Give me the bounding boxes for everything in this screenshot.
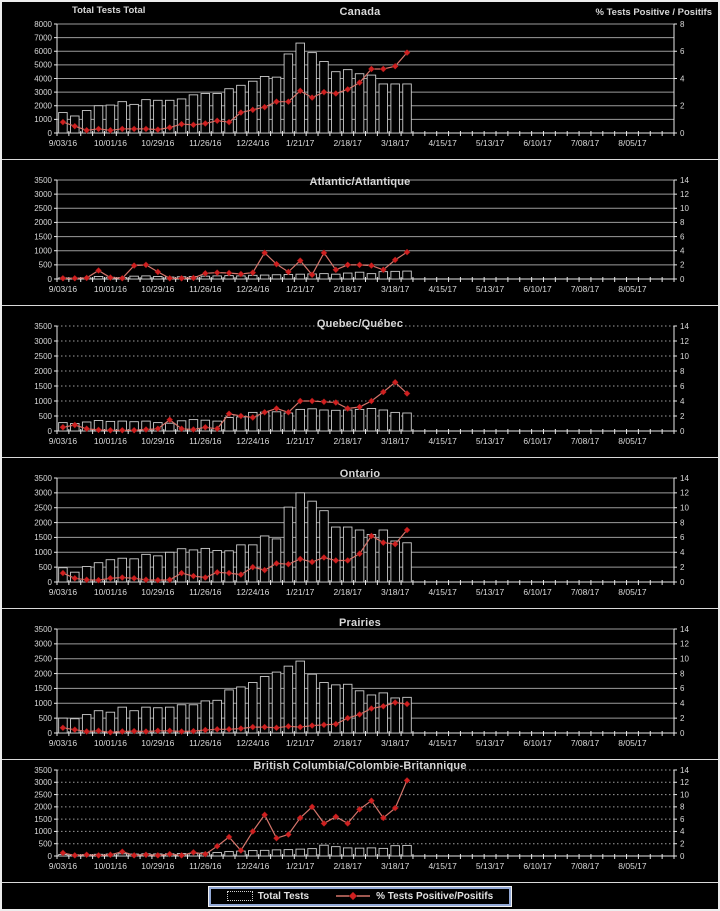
chart-panel-quebec [2,306,718,458]
svg-text:8/05/17: 8/05/17 [618,284,647,294]
svg-text:1/21/17: 1/21/17 [286,738,315,748]
svg-text:6/10/17: 6/10/17 [523,738,552,748]
svg-text:3000: 3000 [34,488,52,498]
svg-text:4: 4 [680,548,685,558]
svg-text:2000: 2000 [34,802,52,812]
svg-text:3000: 3000 [34,87,52,97]
legend-row [2,883,718,909]
svg-text:1500: 1500 [34,381,52,391]
svg-text:6/10/17: 6/10/17 [523,284,552,294]
svg-text:5/13/17: 5/13/17 [475,436,505,446]
svg-text:12: 12 [680,336,689,346]
svg-text:2/18/17: 2/18/17 [333,738,362,748]
pct-positive-line-swatch-icon [335,891,371,901]
svg-text:10/01/16: 10/01/16 [93,436,127,446]
svg-text:14: 14 [680,321,689,331]
svg-text:12/24/16: 12/24/16 [236,861,270,871]
svg-text:6000: 6000 [34,47,52,57]
svg-text:8: 8 [680,218,685,228]
svg-text:3500: 3500 [34,765,52,775]
svg-text:0: 0 [680,577,685,587]
legend-pct-positive-label: % Tests Positive/Positifs [376,890,494,902]
svg-text:7/08/17: 7/08/17 [570,587,600,597]
svg-text:2/18/17: 2/18/17 [333,861,362,871]
svg-text:1/21/17: 1/21/17 [286,284,315,294]
svg-text:0: 0 [47,728,52,738]
svg-text:9/03/16: 9/03/16 [48,587,78,597]
svg-text:3/18/17: 3/18/17 [380,436,410,446]
svg-text:8/05/17: 8/05/17 [618,861,647,871]
svg-text:0: 0 [47,128,52,138]
svg-text:9/03/16: 9/03/16 [48,861,78,871]
svg-text:12: 12 [680,778,689,788]
svg-text:7000: 7000 [34,33,52,43]
svg-text:1500: 1500 [34,232,52,242]
svg-text:0: 0 [47,577,52,587]
svg-text:10/29/16: 10/29/16 [141,738,175,748]
svg-text:8/05/17: 8/05/17 [618,587,647,597]
panel-title-prairies: Prairies [339,617,381,629]
right-axis-label: % Tests Positive / Positifs [595,7,712,18]
svg-text:14: 14 [680,765,689,775]
svg-text:2500: 2500 [34,503,52,513]
svg-text:1000: 1000 [34,827,52,837]
svg-text:3500: 3500 [34,624,52,634]
svg-text:2: 2 [680,260,685,270]
svg-text:3000: 3000 [34,639,52,649]
svg-text:3500: 3500 [34,175,52,185]
svg-text:8/05/17: 8/05/17 [618,436,647,446]
svg-text:1/21/17: 1/21/17 [286,861,315,871]
svg-text:10: 10 [680,351,689,361]
svg-text:8: 8 [680,19,685,29]
svg-text:12/24/16: 12/24/16 [236,284,270,294]
svg-text:6/10/17: 6/10/17 [523,436,552,446]
svg-text:2500: 2500 [34,654,52,664]
svg-text:2: 2 [680,713,685,723]
svg-text:9/03/16: 9/03/16 [48,138,78,148]
svg-text:1/21/17: 1/21/17 [286,587,315,597]
svg-text:1000: 1000 [34,548,52,558]
svg-text:3500: 3500 [34,473,52,483]
svg-text:6: 6 [680,381,685,391]
svg-text:3/18/17: 3/18/17 [380,861,410,871]
svg-text:10/01/16: 10/01/16 [93,861,127,871]
svg-text:6/10/17: 6/10/17 [523,861,552,871]
svg-text:10: 10 [680,790,689,800]
svg-text:2000: 2000 [34,518,52,528]
svg-text:5/13/17: 5/13/17 [475,138,505,148]
svg-text:5000: 5000 [34,60,52,70]
chart-legend [209,887,511,906]
svg-text:12: 12 [680,639,689,649]
svg-text:6: 6 [680,814,685,824]
svg-text:2: 2 [680,839,685,849]
svg-text:2: 2 [680,101,685,111]
svg-text:500: 500 [38,562,52,572]
svg-text:12/24/16: 12/24/16 [236,587,270,597]
svg-text:9/03/16: 9/03/16 [48,436,78,446]
panel-title-british-columbia: British Columbia/Colombie-Britannique [253,760,467,772]
svg-text:4/15/17: 4/15/17 [428,861,457,871]
chart-panel-ontario [2,458,718,609]
svg-text:7/08/17: 7/08/17 [570,861,600,871]
svg-text:12/24/16: 12/24/16 [236,436,270,446]
british-columbia-chart [2,760,718,882]
svg-text:11/26/16: 11/26/16 [189,436,222,446]
svg-text:11/26/16: 11/26/16 [189,587,222,597]
svg-text:0: 0 [47,426,52,436]
panel-title-atlantic: Atlantic/Atlantique [309,176,411,188]
svg-text:500: 500 [38,411,52,421]
svg-text:5/13/17: 5/13/17 [475,861,505,871]
svg-text:5/13/17: 5/13/17 [475,587,505,597]
svg-text:4/15/17: 4/15/17 [428,436,457,446]
svg-text:5/13/17: 5/13/17 [475,738,505,748]
svg-text:7/08/17: 7/08/17 [570,138,600,148]
svg-text:2/18/17: 2/18/17 [333,436,362,446]
svg-text:4: 4 [680,396,685,406]
svg-text:2/18/17: 2/18/17 [333,587,362,597]
svg-text:1500: 1500 [34,684,52,694]
svg-text:4000: 4000 [34,74,52,84]
legend-item-pct-positive [335,891,493,902]
svg-text:7/08/17: 7/08/17 [570,284,600,294]
svg-text:10/01/16: 10/01/16 [93,738,127,748]
svg-text:8: 8 [680,366,685,376]
svg-text:1500: 1500 [34,814,52,824]
svg-text:12: 12 [680,488,689,498]
svg-text:10/01/16: 10/01/16 [93,284,127,294]
svg-text:2000: 2000 [34,101,52,111]
svg-text:3/18/17: 3/18/17 [380,138,410,148]
svg-text:500: 500 [38,839,52,849]
svg-text:9/03/16: 9/03/16 [48,738,78,748]
atlantic-chart [2,160,718,305]
svg-text:11/26/16: 11/26/16 [189,284,222,294]
svg-text:4/15/17: 4/15/17 [428,138,457,148]
svg-text:0: 0 [680,851,685,861]
svg-text:10/29/16: 10/29/16 [141,138,175,148]
ontario-chart [2,458,718,608]
svg-text:2: 2 [680,411,685,421]
svg-text:6: 6 [680,232,685,242]
quebec-chart [2,306,718,457]
svg-text:8/05/17: 8/05/17 [618,138,647,148]
svg-text:1000: 1000 [34,396,52,406]
chart-panel-prairies [2,609,718,760]
svg-text:2500: 2500 [34,204,52,214]
svg-text:6/10/17: 6/10/17 [523,138,552,148]
svg-text:8: 8 [680,518,685,528]
chart-panel-atlantic [2,160,718,306]
svg-text:4/15/17: 4/15/17 [428,587,457,597]
svg-text:3/18/17: 3/18/17 [380,738,410,748]
svg-text:2000: 2000 [34,218,52,228]
svg-text:12: 12 [680,189,689,199]
svg-text:14: 14 [680,473,689,483]
svg-text:4/15/17: 4/15/17 [428,738,457,748]
svg-text:0: 0 [680,274,685,284]
panel-title-ontario: Ontario [339,468,381,480]
svg-text:12/24/16: 12/24/16 [236,738,270,748]
svg-text:11/26/16: 11/26/16 [189,138,222,148]
svg-text:2/18/17: 2/18/17 [333,284,362,294]
svg-text:3000: 3000 [34,336,52,346]
svg-text:5/13/17: 5/13/17 [475,284,505,294]
svg-text:1000: 1000 [34,115,52,125]
svg-text:1/21/17: 1/21/17 [286,436,315,446]
svg-text:11/26/16: 11/26/16 [189,861,222,871]
svg-text:10/29/16: 10/29/16 [141,587,175,597]
svg-text:14: 14 [680,175,689,185]
svg-text:4/15/17: 4/15/17 [428,284,457,294]
svg-text:4: 4 [680,74,685,84]
svg-text:2500: 2500 [34,351,52,361]
svg-text:10/01/16: 10/01/16 [93,587,127,597]
svg-text:10/01/16: 10/01/16 [93,138,127,148]
chart-panel-british-columbia [2,760,718,883]
svg-text:7/08/17: 7/08/17 [570,436,600,446]
svg-text:3000: 3000 [34,189,52,199]
svg-text:500: 500 [38,260,52,270]
svg-text:2000: 2000 [34,669,52,679]
svg-text:8/05/17: 8/05/17 [618,738,647,748]
svg-text:2/18/17: 2/18/17 [333,138,362,148]
svg-text:0: 0 [680,426,685,436]
svg-text:2500: 2500 [34,790,52,800]
svg-text:3500: 3500 [34,321,52,331]
svg-text:6: 6 [680,47,685,57]
panel-title-canada: Canada [339,6,381,18]
svg-text:7/08/17: 7/08/17 [570,738,600,748]
svg-text:10: 10 [680,503,689,513]
svg-text:14: 14 [680,624,689,634]
svg-text:9/03/16: 9/03/16 [48,284,78,294]
legend-total-tests-label: Total Tests [257,890,310,902]
legend-item-total-tests [227,891,309,902]
svg-text:1/21/17: 1/21/17 [286,138,315,148]
svg-text:12/24/16: 12/24/16 [236,138,270,148]
svg-text:8: 8 [680,802,685,812]
svg-text:1000: 1000 [34,699,52,709]
svg-text:8: 8 [680,669,685,679]
svg-text:0: 0 [47,274,52,284]
total-tests-bar-swatch-icon [227,891,253,901]
svg-text:2000: 2000 [34,366,52,376]
svg-text:3/18/17: 3/18/17 [380,587,410,597]
prairies-chart [2,609,718,759]
panel-title-quebec: Quebec/Québec [316,318,404,330]
svg-text:0: 0 [680,728,685,738]
canada-chart [2,2,718,159]
svg-text:10/29/16: 10/29/16 [141,284,175,294]
svg-text:10/29/16: 10/29/16 [141,861,175,871]
svg-text:4: 4 [680,699,685,709]
svg-text:0: 0 [47,851,52,861]
left-axis-label: Total Tests Total [72,5,146,16]
chart-panel-canada [2,2,718,160]
svg-text:0: 0 [680,128,685,138]
svg-text:6/10/17: 6/10/17 [523,587,552,597]
svg-text:1000: 1000 [34,246,52,256]
svg-text:1500: 1500 [34,533,52,543]
svg-text:11/26/16: 11/26/16 [189,738,222,748]
svg-text:6: 6 [680,684,685,694]
svg-text:500: 500 [38,713,52,723]
svg-text:10: 10 [680,654,689,664]
svg-text:4: 4 [680,827,685,837]
svg-text:10: 10 [680,204,689,214]
svg-text:3000: 3000 [34,778,52,788]
svg-text:6: 6 [680,533,685,543]
svg-text:4: 4 [680,246,685,256]
svg-text:3/18/17: 3/18/17 [380,284,410,294]
svg-text:8000: 8000 [34,19,52,29]
svg-text:2: 2 [680,562,685,572]
svg-text:10/29/16: 10/29/16 [141,436,175,446]
